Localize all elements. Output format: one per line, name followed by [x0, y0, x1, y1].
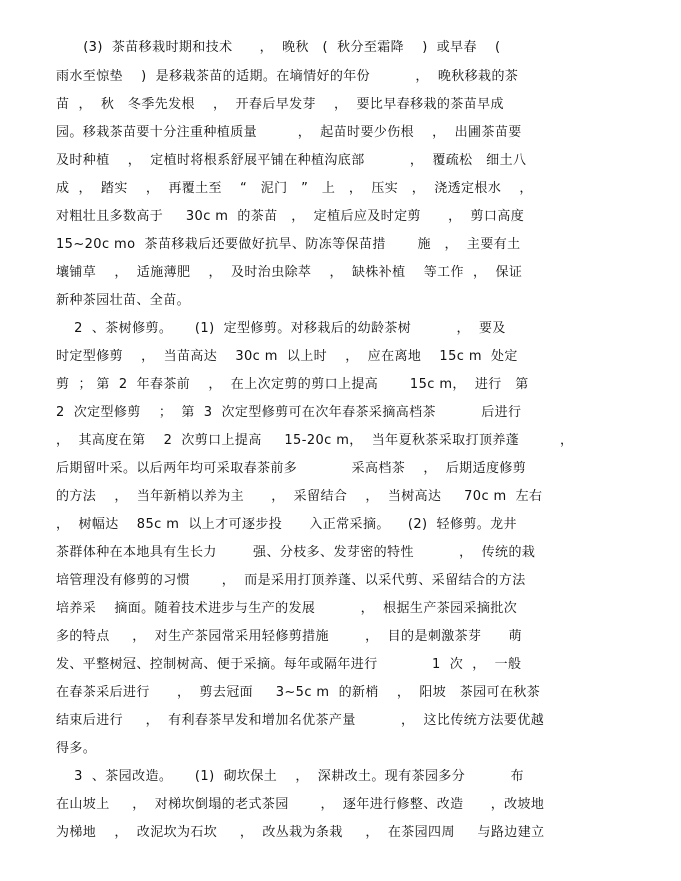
text-line: 培管理没有修剪的习惯 ， 而是采用打顶养蓬、以采代剪、采留结合的方法 — [56, 573, 526, 588]
text-line: 发、平整树冠、控制树高、便于采摘。每年或隔年进行 1 次 ， 一般 — [56, 657, 522, 672]
text-line: 成 ， 踏实 ， 再覆土至 “ 泥门 ” 上 ， 压实 ， 浇透定根水 ， — [56, 181, 533, 196]
text-line: (3) 茶苗移栽时期和技术 ， 晚秋 ( 秋分至霜降 ) 或早春 ( — [56, 40, 501, 55]
text-line: 园。移栽茶苗要十分注重种植质量 ， 起苗时要少伤根 ， 出圃茶苗要 — [56, 125, 522, 140]
text-line: 的方法 ， 当年新梢以养为主 ， 采留结合 ， 当树高达 70c m 左右 — [56, 489, 543, 504]
text-line: 得多。 — [56, 741, 97, 756]
text-line: 壤铺草 ， 适施薄肥 ， 及时治虫除萃 ， 缺株补植 等工作 ， 保证 — [56, 265, 523, 280]
text-line: 在春茶采后进行 ， 剪去冠面 3~5c m 的新梢 ， 阳坡 茶园可在秋茶 — [56, 685, 541, 700]
text-line: 剪 ； 第 2 年春茶前 ， 在上次定剪的剪口上提高 15c m， 进行 第 — [56, 377, 529, 392]
text-line: 多的特点 ， 对生产茶园常采用轻修剪措施 ， 目的是刺激茶芽 萌 — [56, 629, 523, 644]
text-line: 对粗壮且多数高于 30c m 的茶苗 ， 定植后应及时定剪 ， 剪口高度 — [56, 209, 525, 224]
text-line: 2 次定型修剪 ； 第 3 次定型修剪可在次年春茶采摘高档茶 后进行 — [56, 405, 522, 420]
text-line: 苗 ， 秋 冬季先发根 ， 开春后早发芽 ， 要比早春移栽的茶苗早成 — [56, 97, 504, 112]
text-line: 后期留叶采。以后两年均可采取春茶前多 采高档茶 ， 后期适度修剪 — [56, 461, 527, 476]
text-line: 在山坡上 ， 对梯坎倒塌的老式茶园 ， 逐年进行修整、改造 ，改坡地 — [56, 797, 545, 812]
text-line: 15~20c mo 茶苗移栽后还要做好抗旱、防冻等保苗措 施 ， 主要有土 — [56, 237, 521, 252]
text-line: 及时种植 ， 定植时将根系舒展平铺在种植沟底部 ， 覆疏松 细土八 — [56, 153, 527, 168]
text-line: 培养采 摘面。随着技术进步与生产的发展 ， 根据生产茶园采摘批次 — [56, 601, 518, 616]
text-line: 2 、茶树修剪。 (1) 定型修剪。对移栽后的幼龄茶树 ， 要及 — [56, 321, 506, 336]
text-line: 为梯地 ， 改泥坎为石坎 ， 改丛栽为条栽 ， 在茶园四周 与路边建立 — [56, 825, 545, 840]
text-line: 雨水至惊垫 ) 是移栽茶苗的适期。在墒情好的年份 ， 晚秋移栽的茶 — [56, 69, 519, 84]
text-line: 茶群体种在本地具有生长力 强、分枝多、发芽密的特性 ， 传统的栽 — [56, 545, 536, 560]
text-line: 结束后进行 ， 有利春茶早发和增加名优茶产量 ， 这比传统方法要优越 — [56, 713, 545, 728]
text-line: 3 、茶园改造。 (1) 砌坎保土 ， 深耕改土。现有茶园多分 布 — [56, 769, 524, 784]
text-line: 新种茶园壮苗、全苗。 — [56, 293, 191, 308]
text-line: ， 其高度在第 2 次剪口上提高 15-20c m， 当年夏秋茶采取打顶养蓬 ， — [56, 433, 574, 448]
text-line: ， 树幅达 85c m 以上才可逐步投 入正常采摘。 (2) 轻修剪。龙井 — [56, 517, 517, 532]
text-line: 时定型修剪 ， 当苗高达 30c m 以上时 ， 应在离地 15c m 处定 — [56, 349, 518, 364]
